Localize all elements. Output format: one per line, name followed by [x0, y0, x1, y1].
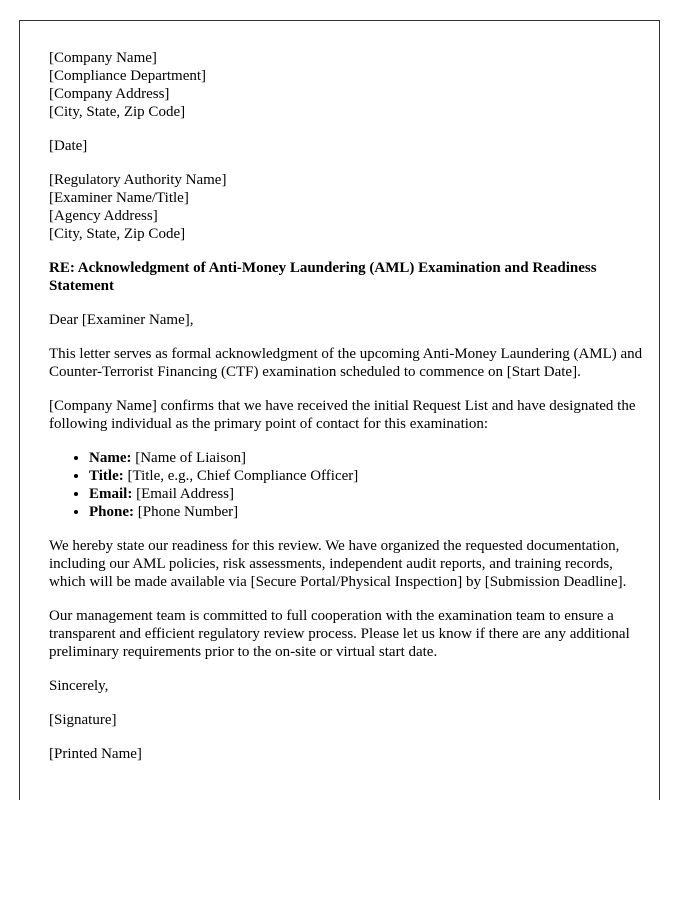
contact-item: [89, 467, 645, 485]
letter-date: [Date]: [49, 138, 88, 154]
body-paragraph: [Company Name] confirms that we have received the initial Request List and have designated the following individual as the primary point of contact for this examination:: [49, 398, 636, 432]
sender-line: [Company Address]: [49, 86, 170, 102]
contact-list: [49, 449, 645, 521]
contact-item: [89, 485, 645, 503]
contact-label: Title:: [89, 468, 124, 484]
subject-line: [49, 259, 645, 295]
closing: Sincerely,: [49, 678, 109, 694]
contact-label: Phone:: [89, 504, 134, 520]
contact-label: Email:: [89, 486, 133, 502]
recipient-line: [Examiner Name/Title]: [49, 190, 189, 206]
sender-line: [City, State, Zip Code]: [49, 104, 186, 120]
sender-address: [49, 49, 645, 121]
contact-value: [Email Address]: [132, 486, 234, 502]
subject-text: RE: Acknowledgment of Anti-Money Laundering (AML) Examination and Readiness Statement: [49, 260, 597, 294]
body-paragraph: We hereby state our readiness for this review. We have organized the requested documentation, including our AML policies, risk assessments, independent audit reports, and training records, which will be made available via [Secure Portal/Physical Inspection] by [Submission Deadline].: [49, 538, 627, 590]
contact-value: [Phone Number]: [134, 504, 239, 520]
sender-line: [Company Name]: [49, 50, 157, 66]
recipient-line: [Regulatory Authority Name]: [49, 172, 227, 188]
contact-label: Name:: [89, 450, 132, 466]
contact-value: [Title, e.g., Chief Compliance Officer]: [123, 468, 359, 484]
signature: [Signature]: [49, 712, 117, 728]
printed-name: [Printed Name]: [49, 746, 142, 762]
sender-line: [Compliance Department]: [49, 68, 207, 84]
body-paragraph: This letter serves as formal acknowledgment of the upcoming Anti-Money Laundering (AML) and Counter-Terrorist Financing (CTF) examination scheduled to commence on [Start Date].: [49, 346, 643, 380]
body-paragraph: Our management team is committed to full cooperation with the examination team to ensure a transparent and efficient regulatory review process. Please let us know if there are any additional preliminary requirements prior to the on-site or virtual start date.: [49, 608, 630, 660]
letter-page: [19, 20, 660, 800]
salutation: Dear [Examiner Name],: [49, 312, 194, 328]
contact-item: [89, 503, 645, 521]
recipient-line: [Agency Address]: [49, 208, 158, 224]
recipient-address: [49, 171, 645, 243]
contact-value: [Name of Liaison]: [131, 450, 247, 466]
recipient-line: [City, State, Zip Code]: [49, 226, 186, 242]
contact-item: [89, 449, 645, 467]
